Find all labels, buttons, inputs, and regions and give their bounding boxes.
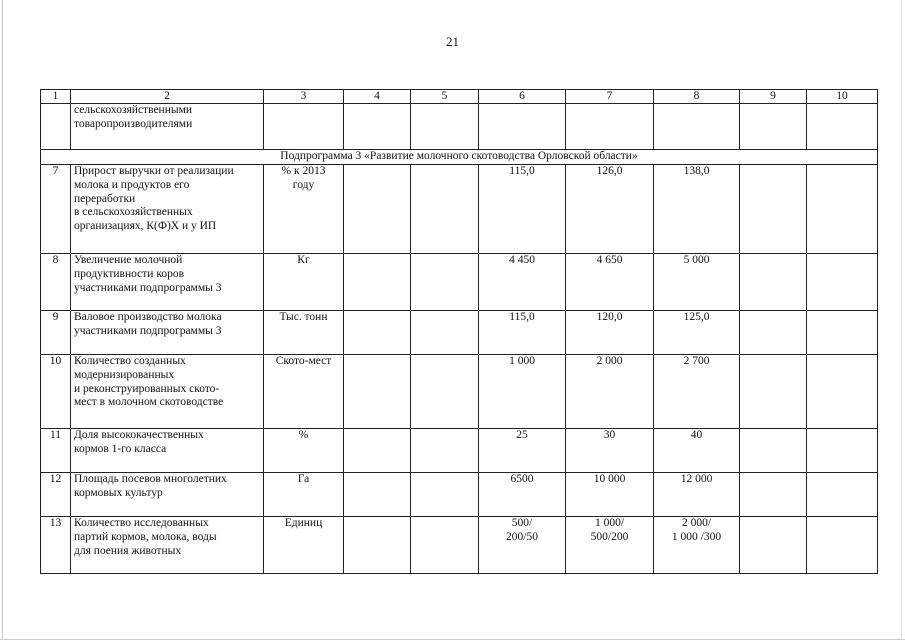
cell-c5 bbox=[411, 311, 479, 355]
cell-num: 7 bbox=[41, 165, 71, 254]
cell-c9 bbox=[740, 473, 807, 517]
cell-c4 bbox=[344, 104, 411, 150]
cell-c8: 2 700 bbox=[654, 355, 740, 429]
header-cell-7: 7 bbox=[566, 90, 654, 104]
cell-name: сельскохозяйственными товаропроизводителями bbox=[71, 104, 264, 150]
table-row bbox=[41, 104, 878, 150]
header-cell-4: 4 bbox=[344, 90, 411, 104]
cell-unit: Кг bbox=[264, 254, 344, 311]
cell-c10 bbox=[807, 517, 878, 574]
cell-c8: 40 bbox=[654, 429, 740, 473]
cell-c6: 500/ 200/50 bbox=[479, 517, 566, 574]
cell-c9 bbox=[740, 165, 807, 254]
cell-unit: Ското-мест bbox=[264, 355, 344, 429]
cell-c6 bbox=[479, 104, 566, 150]
header-row bbox=[41, 90, 878, 104]
cell-num: 9 bbox=[41, 311, 71, 355]
cell-c4 bbox=[344, 254, 411, 311]
table-row bbox=[41, 473, 878, 517]
header-cell-10: 10 bbox=[807, 90, 878, 104]
cell-name: Прирост выручки от реализации молока и продуктов его переработки в сельскохозяйственных организациях, К(Ф)Х и у ИП bbox=[71, 165, 264, 254]
indicators-table bbox=[40, 89, 878, 574]
header-cell-3: 3 bbox=[264, 90, 344, 104]
cell-c6: 4 450 bbox=[479, 254, 566, 311]
cell-c10 bbox=[807, 104, 878, 150]
page-number: 21 bbox=[446, 34, 459, 49]
cell-name: Количество созданных модернизированных и реконструированных ското- мест в молочном скотоводстве bbox=[71, 355, 264, 429]
header-cell-2: 2 bbox=[71, 90, 264, 104]
cell-c10 bbox=[807, 311, 878, 355]
cell-c9 bbox=[740, 311, 807, 355]
cell-name: Доля высококачественных кормов 1-го класса bbox=[71, 429, 264, 473]
cell-c9 bbox=[740, 517, 807, 574]
cell-c10 bbox=[807, 473, 878, 517]
cell-c7: 1 000/ 500/200 bbox=[566, 517, 654, 574]
cell-c5 bbox=[411, 104, 479, 150]
cell-num: 11 bbox=[41, 429, 71, 473]
cell-c9 bbox=[740, 104, 807, 150]
cell-unit: Тыс. тонн bbox=[264, 311, 344, 355]
cell-c10 bbox=[807, 165, 878, 254]
cell-unit: % к 2013 году bbox=[264, 165, 344, 254]
cell-c6: 25 bbox=[479, 429, 566, 473]
table-row bbox=[41, 517, 878, 574]
cell-num bbox=[41, 104, 71, 150]
scan-edge-left bbox=[2, 0, 3, 640]
cell-c7: 30 bbox=[566, 429, 654, 473]
cell-c9 bbox=[740, 355, 807, 429]
header-cell-5: 5 bbox=[411, 90, 479, 104]
cell-name: Валовое производство молока участниками подпрограммы 3 bbox=[71, 311, 264, 355]
cell-c5 bbox=[411, 254, 479, 311]
cell-c9 bbox=[740, 429, 807, 473]
cell-num: 12 bbox=[41, 473, 71, 517]
cell-c5 bbox=[411, 517, 479, 574]
scan-edge-right bbox=[901, 0, 902, 640]
cell-c8: 5 000 bbox=[654, 254, 740, 311]
subprogram-row bbox=[41, 150, 878, 165]
table-row bbox=[41, 165, 878, 254]
header-cell-9: 9 bbox=[740, 90, 807, 104]
table-row bbox=[41, 429, 878, 473]
cell-c4 bbox=[344, 473, 411, 517]
cell-c4 bbox=[344, 165, 411, 254]
cell-num: 10 bbox=[41, 355, 71, 429]
cell-c6: 1 000 bbox=[479, 355, 566, 429]
cell-c8: 125,0 bbox=[654, 311, 740, 355]
cell-name: Увеличение молочной продуктивности коров участниками подпрограммы 3 bbox=[71, 254, 264, 311]
cell-c10 bbox=[807, 254, 878, 311]
header-cell-1: 1 bbox=[41, 90, 71, 104]
table-row bbox=[41, 311, 878, 355]
header-cell-8: 8 bbox=[654, 90, 740, 104]
cell-c7: 4 650 bbox=[566, 254, 654, 311]
cell-c7 bbox=[566, 104, 654, 150]
cell-c8 bbox=[654, 104, 740, 150]
cell-c6: 115,0 bbox=[479, 311, 566, 355]
cell-c7: 2 000 bbox=[566, 355, 654, 429]
cell-c5 bbox=[411, 473, 479, 517]
cell-unit: % bbox=[264, 429, 344, 473]
cell-c10 bbox=[807, 429, 878, 473]
cell-c6: 115,0 bbox=[479, 165, 566, 254]
cell-num: 8 bbox=[41, 254, 71, 311]
cell-c8: 2 000/ 1 000 /300 bbox=[654, 517, 740, 574]
cell-name: Площадь посевов многолетних кормовых культур bbox=[71, 473, 264, 517]
subprogram-title: Подпрограмма 3 «Развитие молочного скотоводства Орловской области» bbox=[41, 150, 878, 165]
table-row bbox=[41, 254, 878, 311]
cell-unit: Единиц bbox=[264, 517, 344, 574]
cell-c4 bbox=[344, 355, 411, 429]
cell-name: Количество исследованных партий кормов, молока, воды для поения животных bbox=[71, 517, 264, 574]
cell-unit bbox=[264, 104, 344, 150]
header-cell-6: 6 bbox=[479, 90, 566, 104]
cell-c7: 126,0 bbox=[566, 165, 654, 254]
cell-c4 bbox=[344, 429, 411, 473]
table-row bbox=[41, 355, 878, 429]
cell-c10 bbox=[807, 355, 878, 429]
cell-c8: 12 000 bbox=[654, 473, 740, 517]
cell-unit: Га bbox=[264, 473, 344, 517]
cell-c5 bbox=[411, 429, 479, 473]
cell-c7: 120,0 bbox=[566, 311, 654, 355]
cell-c6: 6500 bbox=[479, 473, 566, 517]
cell-c4 bbox=[344, 311, 411, 355]
cell-c5 bbox=[411, 165, 479, 254]
cell-num: 13 bbox=[41, 517, 71, 574]
cell-c7: 10 000 bbox=[566, 473, 654, 517]
cell-c4 bbox=[344, 517, 411, 574]
cell-c8: 138,0 bbox=[654, 165, 740, 254]
cell-c5 bbox=[411, 355, 479, 429]
cell-c9 bbox=[740, 254, 807, 311]
